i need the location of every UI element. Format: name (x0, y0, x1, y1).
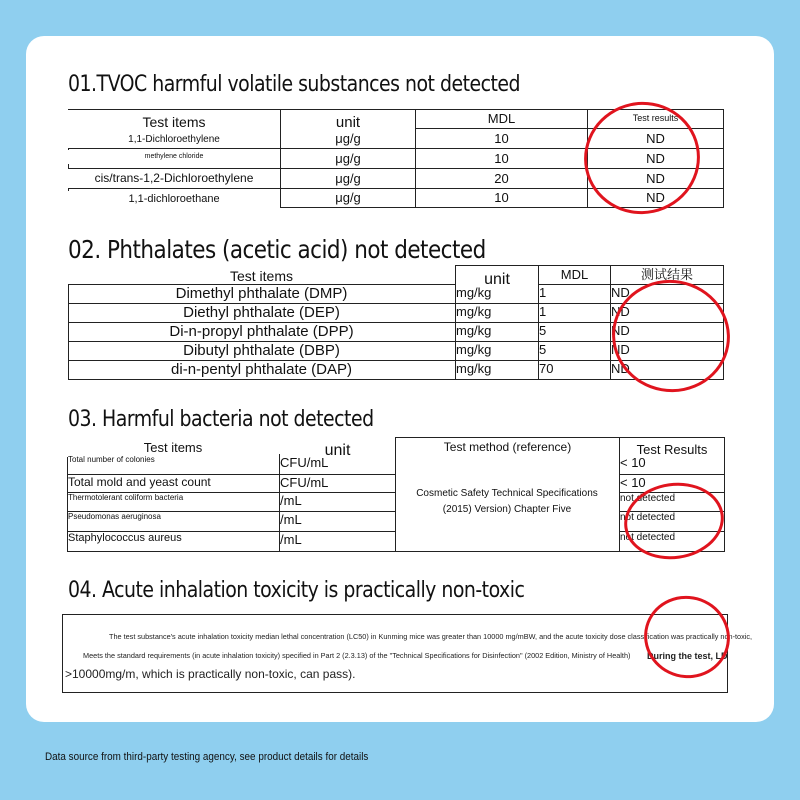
col-header-unit: unit (280, 440, 395, 462)
col-header-test-method: Test method (reference) (443, 440, 572, 455)
section-2-title: 02. Phthalates (acetic acid) not detected (68, 235, 486, 264)
phthalate-mdl: 5 (539, 342, 547, 357)
tvoc-unit-1: μg/g (335, 130, 361, 146)
col-header-test-results: Test Results (620, 439, 724, 461)
phthalate-result: ND (611, 361, 630, 376)
data-source-footnote: Data source from third-party testing agency, see product details for details (45, 751, 369, 763)
toxicity-test-tag: During the test, LD (647, 651, 728, 661)
phthalate-result: ND (611, 342, 630, 357)
tvoc-result-2: ND (646, 150, 665, 166)
phthalate-mdl: 5 (539, 323, 547, 338)
bacteria-unit: CFU/mL (280, 455, 329, 470)
toxicity-line-2: Meets the standard requirements (in acute inhalation toxicity) specified in Part 2 (2.3.13) of the "Technical Specifications for Disinfection" (2002 Edition, Ministry of Health) (83, 651, 631, 660)
phthalate-item: Di-n-propyl phthalate (DPP) (169, 323, 354, 340)
bacteria-result: not detected (620, 512, 676, 523)
tvoc-item-4: 1,1-dichloroethane (68, 191, 280, 208)
col-header-test-items: Test items (68, 110, 280, 134)
bacteria-item: Staphylococcus aureus (68, 532, 182, 544)
tvoc-mdl-1: 10 (494, 130, 509, 146)
phthalate-result: ND (611, 285, 630, 300)
col-header-test-results: Test results (632, 113, 679, 124)
phthalate-item: Dimethyl phthalate (DMP) (175, 285, 348, 302)
tvoc-mdl-4: 10 (494, 190, 509, 206)
col-header-test-results: 测试结果 (640, 267, 693, 283)
tvoc-unit-3: μg/g (335, 170, 361, 186)
bacteria-result: not detected (620, 493, 676, 504)
bacteria-item: Pseudomonas aeruginosa (68, 512, 161, 521)
tvoc-mdl-2: 10 (494, 150, 509, 166)
tvoc-result-3: ND (646, 170, 665, 186)
tvoc-result-4: ND (646, 190, 665, 206)
phthalate-unit: mg/kg (456, 342, 492, 357)
section-4-title: 04. Acute inhalation toxicity is practically non-toxic (68, 578, 525, 603)
test-method-reference: Cosmetic Safety Technical Specifications (2015) Version) Chapter Five (416, 488, 598, 515)
tvoc-item-3: cis/trans-1,2-Dichloroethylene (68, 169, 280, 188)
toxicity-box (62, 614, 753, 693)
phthalate-result: ND (611, 304, 630, 319)
phthalate-item: Diethyl phthalate (DEP) (183, 304, 340, 321)
bacteria-item: Thermotolerant coliform bacteria (68, 493, 184, 502)
phthalate-unit: mg/kg (456, 323, 492, 338)
tvoc-mdl-3: 20 (494, 170, 509, 186)
phthalate-mdl: 1 (539, 304, 547, 319)
phthalate-unit: mg/kg (456, 285, 492, 300)
phthalate-item: di-n-pentyl phthalate (DAP) (171, 361, 352, 378)
tvoc-result-1: ND (646, 130, 665, 146)
tvoc-item-1: 1,1-Dichloroethylene (68, 133, 280, 148)
phthalate-mdl: 70 (539, 361, 554, 376)
toxicity-line-1: The test substance's acute inhalation toxicity median lethal concentration (LC50) in Kunming mice was greater than 10000 mg/mBW, and the acute toxicity dose classification was practically non-toxic, (109, 632, 753, 641)
tvoc-item-2: methylene chloride (68, 150, 280, 164)
phthalate-mdl: 1 (539, 285, 547, 300)
phthalate-result: ND (611, 323, 630, 338)
bacteria-unit: /mL (280, 512, 302, 527)
bacteria-unit: /mL (280, 493, 302, 508)
bacteria-result: not detected (620, 532, 676, 543)
bacteria-item: Total number of colonies (68, 455, 155, 464)
col-header-unit: unit (281, 111, 415, 135)
section-1-title: 01.TVOC harmful volatile substances not detected (68, 72, 521, 97)
bacteria-unit: /mL (280, 532, 302, 547)
bacteria-item: Total mold and yeast count (68, 475, 211, 489)
toxicity-line-3: >10000mg/m, which is practically non-toxic, can pass). (65, 667, 356, 681)
bacteria-unit: CFU/mL (280, 475, 329, 490)
section-3-title: 03. Harmful bacteria not detected (68, 407, 374, 432)
col-header-unit: unit (456, 269, 538, 291)
phthalate-item: Dibutyl phthalate (DBP) (183, 342, 340, 359)
tvoc-unit-2: μg/g (335, 150, 361, 166)
col-header-test-items: Test items (229, 267, 293, 284)
phthalate-unit: mg/kg (456, 304, 492, 319)
tvoc-unit-4: μg/g (335, 190, 361, 206)
bacteria-result: < 10 (620, 475, 646, 490)
phthalate-unit: mg/kg (456, 361, 492, 376)
bacteria-result: < 10 (620, 455, 646, 470)
col-header-test-items: Test items (67, 439, 279, 457)
col-header-mdl: MDL (487, 111, 516, 127)
tvoc-table (68, 109, 724, 208)
col-header-mdl: MDL (560, 267, 589, 283)
